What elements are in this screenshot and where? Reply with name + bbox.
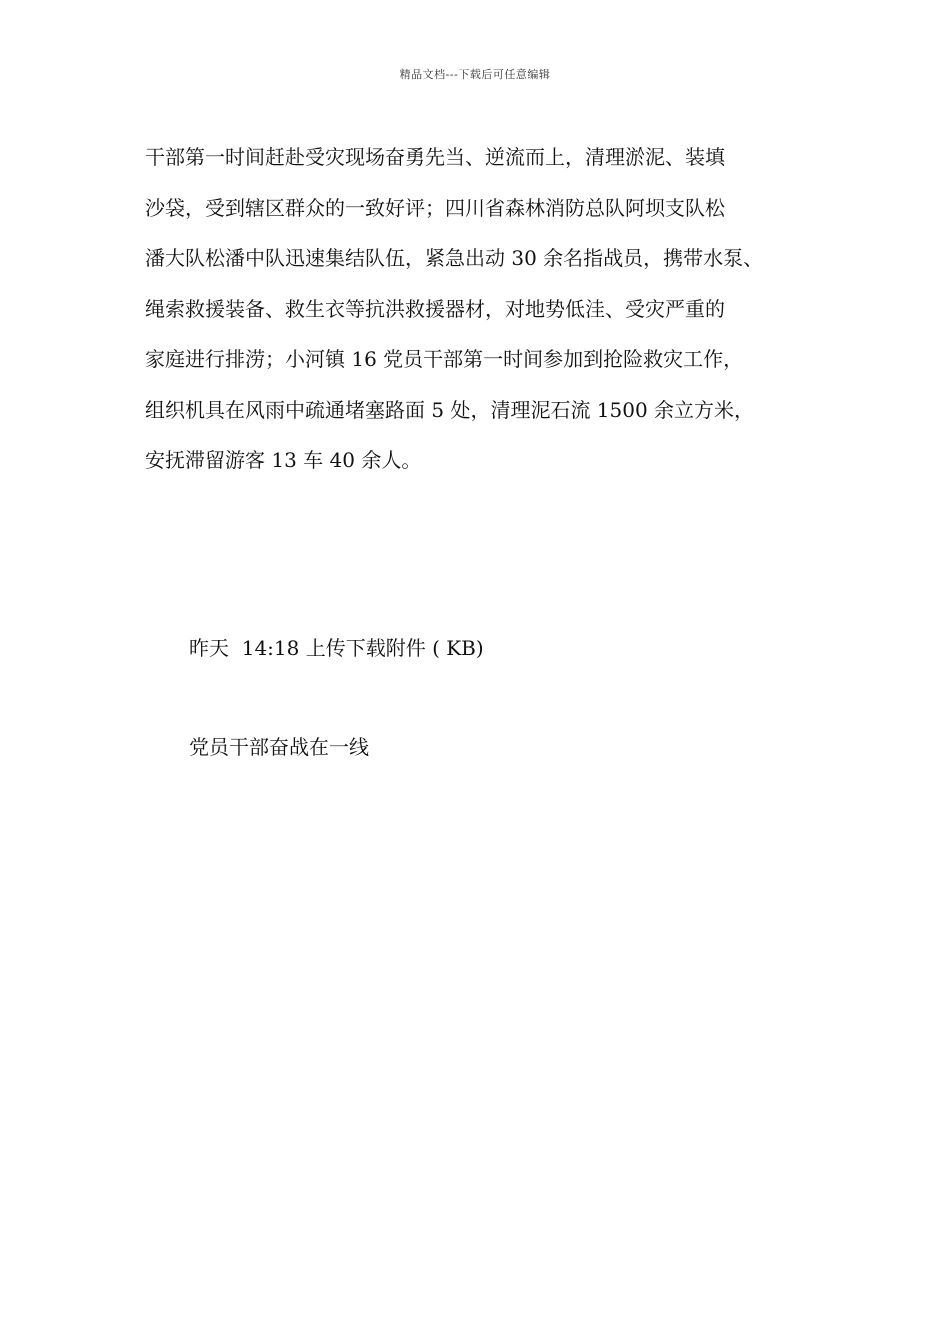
paragraph-line: 家庭进行排涝；小河镇 16 党员干部第一时间参加到抢险救灾工作， xyxy=(145,347,744,371)
attachment-info: 昨天 14:18 上传下载附件 ( KB) xyxy=(189,636,484,660)
body-paragraph xyxy=(145,132,835,486)
paragraph-line: 绳索救援装备、救生衣等抗洪救援器材，对地势低洼、受灾严重的 xyxy=(145,296,725,321)
paragraph-line: 沙袋，受到辖区群众的一致好评；四川省森林消防总队阿坝支队松 xyxy=(145,195,725,220)
paragraph-line: 潘大队松潘中队迅速集结队伍，紧急出动 30 余名指战员，携带水泵、 xyxy=(145,246,764,270)
page-header: 精品文档---下载后可任意编辑 xyxy=(399,68,551,81)
paragraph-line: 组织机具在风雨中疏通堵塞路面 5 处，清理泥石流 1500 余立方米， xyxy=(145,397,755,422)
paragraph-line: 干部第一时间赶赴受灾现场奋勇先当、逆流而上，清理淤泥、装填 xyxy=(145,145,725,169)
paragraph-line: 安抚滞留游客 13 车 40 余人。 xyxy=(145,448,422,472)
image-caption: 党员干部奋战在一线 xyxy=(189,735,369,759)
